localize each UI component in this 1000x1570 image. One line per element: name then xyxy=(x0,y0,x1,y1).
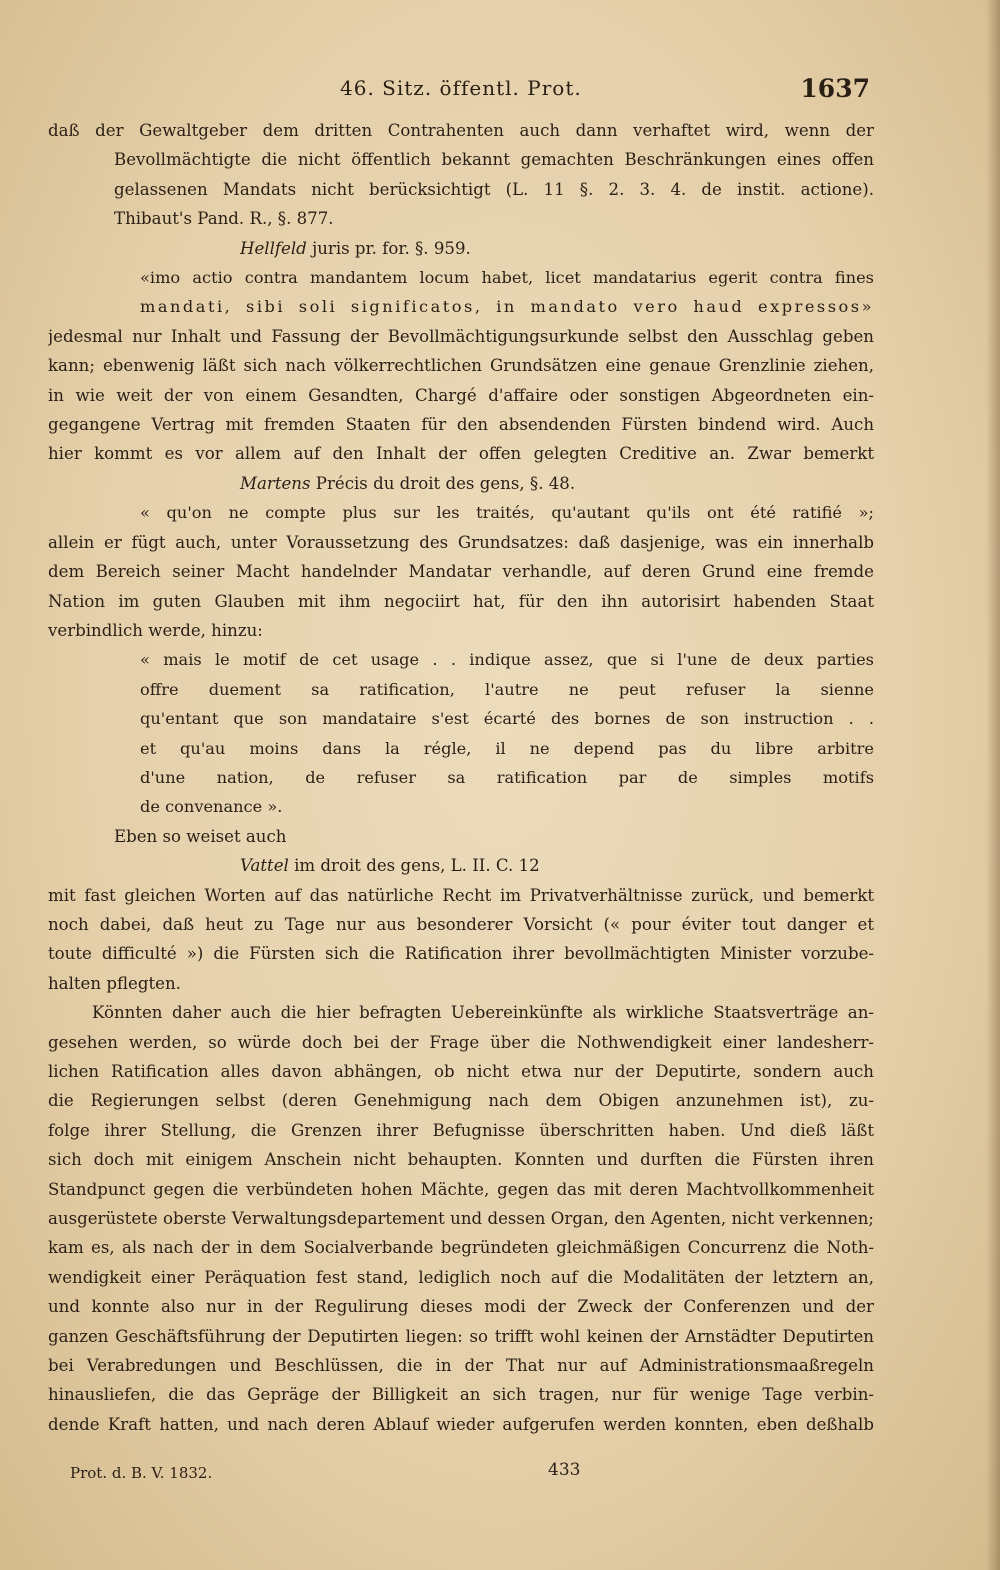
page-footer xyxy=(70,1460,880,1494)
citation-work: im droit des gens, L. II. C. 12 xyxy=(288,856,540,876)
text-line: daß der Gewaltgeber dem dritten Contrahenten auch dann verhaftet wird, wenn der xyxy=(48,121,874,140)
citation-work: juris pr. for. §. 959. xyxy=(306,238,471,258)
text-line: sich doch mit einigem Anschein nicht behaupten. Konnten und durften die Fürsten ihren xyxy=(48,1150,874,1170)
page-body xyxy=(48,116,874,1439)
running-head: 46. Sitz. öffentl. Prot. xyxy=(340,76,582,100)
text-line: kann; ebenwenig läßt sich nach völkerrechtlichen Grundsätzen eine genaue Grenzlinie ziehen, xyxy=(48,356,874,376)
text-line: bei Verabredungen und Beschlüssen, die in der That nur auf Administrationsmaaßregeln xyxy=(48,1356,874,1376)
text-line: toute difficulté ») die Fürsten sich die Ratification ihrer bevollmächtigten Minister vorzube- xyxy=(48,944,874,964)
citation-line xyxy=(48,851,874,880)
text-line: Nation im guten Glauben mit ihm negociirt hat, für den ihn autorisirt habenden Staat xyxy=(48,591,874,611)
text-line: gegangene Vertrag mit fremden Staaten für den absendenden Fürsten bindend wird. Auch xyxy=(48,415,874,435)
quote-line: « qu'on ne compte plus sur les traités, qu'autant qu'ils ont été ratifié »; xyxy=(140,503,874,523)
text-line: Standpunct gegen die verbündeten hohen Mächte, gegen das mit deren Machtvollkommenheit xyxy=(48,1179,874,1199)
citation-line: Thibaut's Pand. R., §. 877. xyxy=(114,209,334,229)
text-line: wendigkeit einer Peräquation fest stand, lediglich noch auf die Modalitäten der letztern an, xyxy=(48,1267,874,1287)
page-edge-shadow xyxy=(986,0,1000,1570)
quote-line: d'une nation, de refuser sa ratification par de simples motifs xyxy=(140,767,874,787)
citation-author: Vattel xyxy=(240,856,289,876)
text-line: dende Kraft hatten, und nach deren Ablauf wieder aufgerufen werden konnten, eben deßhalb xyxy=(48,1414,874,1434)
text-line: kam es, als nach der in dem Socialverbande begründeten gleichmäßigen Concurrenz die Noth- xyxy=(48,1238,874,1258)
page-number: 1637 xyxy=(800,74,870,103)
text-line: folge ihrer Stellung, die Grenzen ihrer Befugnisse überschritten haben. Und dieß läßt xyxy=(48,1120,874,1140)
citation-author: Martens xyxy=(240,473,311,493)
text-line: lichen Ratification alles davon abhängen, ob nicht etwa nur der Deputirte, sondern auch xyxy=(48,1062,874,1081)
text-line: mit fast gleichen Worten auf das natürliche Recht im Privatverhältnisse zurück, und bemerkt xyxy=(48,885,874,905)
text-line: in wie weit der von einem Gesandten, Chargé d'affaire oder sonstigen Abgeordneten ein- xyxy=(48,385,874,405)
text-line: jedesmal nur Inhalt und Fassung der Bevollmächtigungsurkunde selbst den Ausschlag geben xyxy=(48,326,874,346)
quote-line: et qu'au moins dans la régle, il ne depend pas du libre arbitre xyxy=(140,738,874,758)
text-line: und konnte also nur in der Regulirung dieses modi der Zweck der Conferenzen und der xyxy=(48,1297,874,1317)
text-line: halten pflegten. xyxy=(48,973,181,993)
text-line: Eben so weiset auch xyxy=(114,826,287,846)
text-line: die Regierungen selbst (deren Genehmigung nach dem Obigen anzunehmen ist), zu- xyxy=(48,1091,874,1111)
quote-line: «imo actio contra mandantem locum habet, licet mandatarius egerit contra fines xyxy=(140,268,874,288)
text-line: noch dabei, daß heut zu Tage nur aus besonderer Vorsicht (« pour éviter tout danger et xyxy=(48,914,874,934)
text-line: hinausliefen, die das Gepräge der Billigkeit an sich tragen, nur für wenige Tage verbin- xyxy=(48,1385,874,1405)
quote-line: mandati, sibi soli significatos, in mandato vero haud expressos» xyxy=(140,297,874,317)
text-line: allein er fügt auch, unter Voraussetzung des Grundsatzes: daß dasjenige, was ein innerhalb xyxy=(48,532,874,552)
citation-line xyxy=(48,469,874,498)
text-line: gesehen werden, so würde doch bei der Frage über die Nothwendigkeit einer landesherr- xyxy=(48,1032,874,1052)
quote-line: « mais le motif de cet usage . . indique assez, que si l'une de deux parties xyxy=(140,650,874,670)
quote-line: de convenance ». xyxy=(140,797,283,817)
citation-line xyxy=(48,234,874,263)
text-line: ausgerüstete oberste Verwaltungsdepartement und dessen Organ, den Agenten, nicht verkennen; xyxy=(48,1209,874,1229)
citation-work: Précis du droit des gens, §. 48. xyxy=(310,473,576,493)
text-line: ganzen Geschäftsführung der Deputirten liegen: so trifft wohl keinen der Arnstädter Deputirten xyxy=(48,1326,874,1346)
text-line: Bevollmächtigte die nicht öffentlich bekannt gemachten Beschränkungen eines offen xyxy=(114,150,874,170)
text-line: dem Bereich seiner Macht handelnder Mandatar verhandle, auf deren Grund eine fremde xyxy=(48,562,874,582)
text-line: Könnten daher auch die hier befragten Uebereinkünfte als wirkliche Staatsverträge an- xyxy=(92,1003,874,1023)
page-header xyxy=(0,68,1000,108)
text-line: verbindlich werde, hinzu: xyxy=(48,620,263,640)
quote-line: qu'entant que son mandataire s'est écarté des bornes de son instruction . . xyxy=(140,709,874,729)
citation-author: Hellfeld xyxy=(240,238,307,258)
quote-line: offre duement sa ratification, l'autre ne peut refuser la sienne xyxy=(140,679,874,699)
text-line: gelassenen Mandats nicht berücksichtigt (L. 11 §. 2. 3. 4. de instit. actione). xyxy=(114,179,874,199)
text-line: hier kommt es vor allem auf den Inhalt der offen gelegten Creditive an. Zwar bemerkt xyxy=(48,444,874,464)
signature-mark: 433 xyxy=(548,1460,581,1480)
footer-publication: Prot. d. B. V. 1832. xyxy=(70,1464,213,1482)
